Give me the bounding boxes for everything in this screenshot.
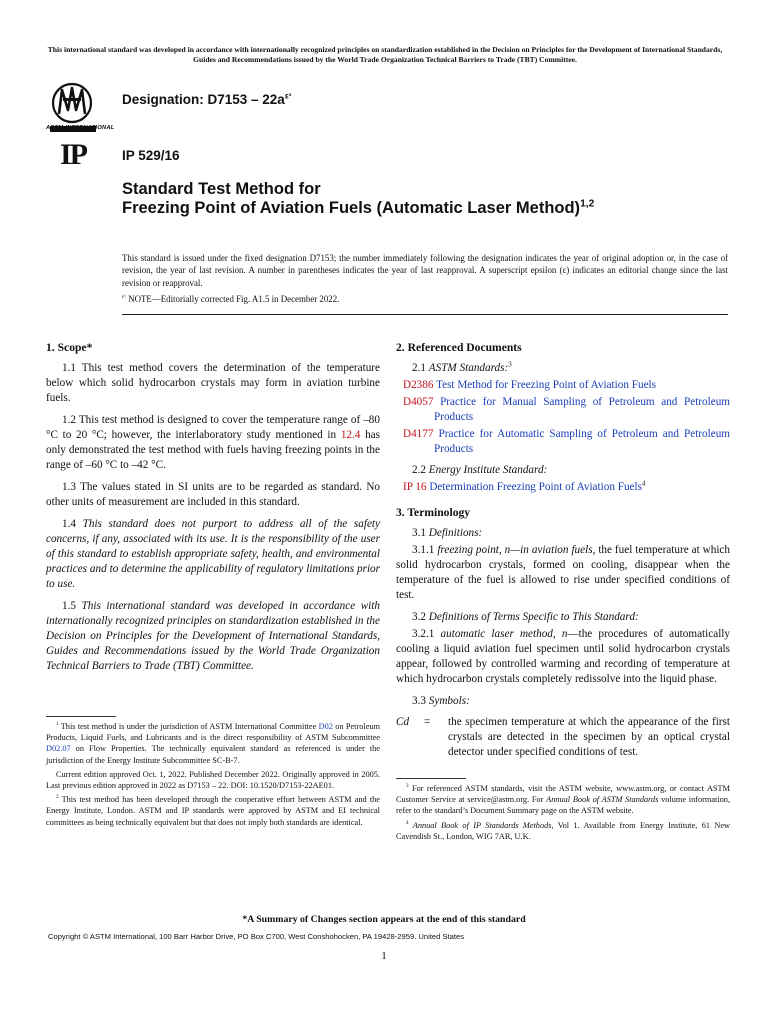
- designation-label: Designation: D7153 – 22a: [122, 92, 285, 107]
- scope-1-1: 1.1 This test method covers the determination of the temperature below which solid hydrocarbon crystals may form in aviation turbine fuels.: [46, 362, 380, 404]
- scope-1-4: [46, 517, 380, 592]
- footnote-1-c: on Flow Properties. The technically equivalent standard as referenced is under the jurisdiction of the Energy Institute Subcommittee SC-B-7.: [46, 744, 380, 765]
- term-3-1: [396, 526, 730, 541]
- footnote-2-text: This test method has been developed through the cooperative effort between ASTM and the Energy Institute, London. ASTM and IP standards were approved by ASTM and EI technical committees as being technically equivalent but that does not imply both standards are identical.: [46, 795, 380, 827]
- issuance-statement: This standard is issued under the fixed designation D7153; the number immediately following the designation indicates the year of original adoption or, in the case of revision, the year of last revision. A number in parentheses indicates the year of last reapproval. A superscript epsilon (ε) indicates an editorial change since the last revision or reapproval.: [122, 253, 728, 288]
- ei-standard-label: [396, 463, 730, 478]
- title-line-2-wrapper: [122, 199, 602, 218]
- scope-1-2: [46, 413, 380, 473]
- footnotes-left: [46, 716, 380, 831]
- section-referenced-heading: 2. Referenced Documents: [396, 341, 522, 354]
- ref-item[interactable]: [396, 378, 730, 393]
- ref-code[interactable]: D4177: [403, 428, 434, 440]
- footnote-2-mark: 2: [56, 794, 59, 801]
- title-line-2: Freezing Point of Aviation Fuels (Automatic Laser Method): [122, 199, 581, 217]
- left-column: [46, 340, 380, 681]
- title-line-1: Standard Test Method for: [122, 180, 321, 198]
- summary-of-changes-note: *A Summary of Changes section appears at the end of this standard: [242, 914, 526, 925]
- symbol-definition: [396, 715, 730, 760]
- ref-code[interactable]: D2386: [403, 379, 434, 391]
- title-footnote-marks: 1,2: [580, 198, 595, 210]
- ei-standard-title: Energy Institute Standard:: [428, 464, 548, 476]
- footnote-4: [396, 820, 730, 842]
- footnote-1-a: This test method is under the jurisdiction of ASTM International Committee: [58, 722, 319, 731]
- term-3-2-title: Definitions of Terms Specific to This Standard:: [428, 611, 639, 623]
- astm-logo-text: ASTM INTERNATIONAL: [46, 125, 115, 131]
- term-3-1-title: Definitions:: [428, 527, 483, 539]
- footnote-3: [396, 783, 730, 817]
- symbol: Cd: [396, 716, 410, 728]
- term-3-2-1-num: 3.2.1: [412, 628, 441, 640]
- astm-standards-fn: 3: [508, 360, 512, 369]
- section-terminology-heading: 3. Terminology: [396, 506, 471, 519]
- term-3-1-1: [396, 543, 730, 603]
- ref-title[interactable]: Test Method for Freezing Point of Aviation Fuels: [433, 379, 656, 391]
- term-3-2-1-text: —the procedures of automatically cooling a liquid aviation fuel specimen until solid hydrocarbon crystals appear, followed by controlled warming and recording of temperature at which hydrocarbon crystals completely redissolve into the liquid phase.: [396, 628, 731, 685]
- epsilon-note: [122, 294, 339, 304]
- header-divider: [122, 314, 728, 315]
- footnote-1: [46, 721, 380, 766]
- footnote-3-mark: 3: [406, 783, 409, 790]
- footnote-4-book: Annual Book of IP Standards Methods,: [408, 820, 554, 830]
- page-number: 1: [381, 950, 387, 962]
- astm-standards-num: 2.1: [412, 362, 429, 374]
- ip-logo: [60, 140, 106, 170]
- astm-standards-title: ASTM Standards:: [428, 362, 509, 374]
- footnote-rule: [396, 778, 466, 779]
- footnote-4-mark: 4: [406, 819, 409, 826]
- ref-item[interactable]: [396, 395, 730, 425]
- ip-number: IP 529/16: [122, 148, 180, 163]
- term-3-3-num: 3.3: [412, 695, 429, 707]
- term-3-2-1: [396, 627, 730, 687]
- term-3-3: [396, 694, 730, 709]
- scope-1-3: 1.3 The values stated in SI units are to be regarded as standard. No other units of measurement are included in this standard.: [46, 481, 380, 508]
- footnote-1-b: on Petroleum Products, Liquid Fuels, and Lubricants and is the direct responsibility of ASTM Subcommittee: [46, 722, 380, 743]
- term-3-1-1-term: freezing point, n—in aviation fuels,: [437, 544, 596, 556]
- epsilon-note-mark: ε¹: [122, 294, 126, 301]
- astm-standards-label: [396, 361, 730, 376]
- designation: [122, 92, 292, 107]
- right-column: [396, 340, 730, 760]
- footnotes-right: [396, 778, 730, 845]
- ip-logo-text: IP: [60, 138, 86, 171]
- ref-item-ip16[interactable]: [396, 480, 730, 495]
- ref-code[interactable]: IP 16: [403, 481, 427, 493]
- footnote-1-mark: 1: [56, 721, 59, 728]
- footnote-edition: Current edition approved Oct. 1, 2022. Published December 2022. Originally approved in 2005. Last previous edition approved in 2022 as D7153 – 22. DOI: 10.1520/D7153-22AE01.: [46, 769, 380, 791]
- ref-title[interactable]: Determination Freezing Point of Aviation Fuels: [426, 481, 642, 493]
- scope-1-5: [46, 599, 380, 674]
- link-d02-07[interactable]: D02.07: [46, 744, 71, 754]
- copyright: Copyright © ASTM International, 100 Barr Harbor Drive, PO Box C700, West Conshohocken, PA 19428-2959. United States: [48, 932, 465, 941]
- designation-epsilon: ε¹: [284, 90, 292, 101]
- link-12-4[interactable]: 12.4: [340, 429, 361, 441]
- standards-notice: This international standard was developed in accordance with internationally recognized principles on standardization established in the Decision on Principles for the Development of International Standards, Guides and Recommendations issued by the World Trade Organization Technical Barriers to Trade (TBT) Committee.: [47, 45, 723, 64]
- term-3-2-num: 3.2: [412, 611, 429, 623]
- page-title: [122, 180, 602, 218]
- term-3-1-1-text: the fuel temperature at which solid hydrocarbon crystals, formed on cooling, disappear when the temperature of the fuel is allowed to rise under specified conditions of test.: [396, 544, 730, 601]
- ref-item[interactable]: [396, 427, 730, 457]
- scope-1-5-text: This international standard was developed in accordance with internationally recognized principles on standardization established in the Decision on Principles for the Development of International Standards, Guides and Recommendations issued by the World Trade Organization Technical Barriers to Trade (TBT) Committee.: [46, 600, 380, 672]
- footnote-3-b: volume information, refer to the standard’s Document Summary page on the ASTM website.: [396, 795, 731, 816]
- term-3-1-num: 3.1: [412, 527, 429, 539]
- symbol-equals: =: [424, 716, 431, 728]
- scope-1-4-num: 1.4: [62, 518, 83, 530]
- footnote-4-b: Vol 1. Available from Energy Institute, 61 New Cavendish St., London, WIG 7AR, U.K.: [396, 820, 730, 841]
- footnote-3-book: Annual Book of ASTM Standards: [546, 795, 659, 805]
- footnote-2: [46, 794, 380, 828]
- term-3-2: [396, 610, 730, 625]
- ref-title[interactable]: Practice for Manual Sampling of Petroleum and Petroleum Products: [433, 396, 730, 423]
- ref-title[interactable]: Practice for Automatic Sampling of Petroleum and Petroleum Products: [433, 428, 730, 455]
- term-3-3-title: Symbols:: [428, 695, 470, 707]
- epsilon-note-text: NOTE—Editorially corrected Fig. A1.5 in December 2022.: [125, 294, 340, 304]
- footnote-rule: [46, 716, 116, 717]
- ei-standard-num: 2.2: [412, 464, 429, 476]
- term-3-2-1-term: automatic laser method, n: [440, 628, 568, 640]
- ref-code[interactable]: D4057: [403, 396, 434, 408]
- link-d02[interactable]: D02: [318, 722, 333, 731]
- scope-1-2-b: has only demonstrated the test method with fuels having freezing points in the range of –60 °C to –42 °C.: [46, 429, 380, 471]
- symbol-meaning: the specimen temperature at which the appearance of the first crystals are detected in the specimen by an optical crystal detector under specified conditions of test.: [448, 716, 730, 758]
- scope-1-5-num: 1.5: [62, 600, 82, 612]
- ref-fn: 4: [641, 479, 646, 488]
- footnote-3-a: For referenced ASTM standards, visit the ASTM website, www.astm.org, or contact ASTM Customer Service at service@astm.org. For: [396, 784, 730, 805]
- scope-1-4-text: This standard does not purport to address all of the safety concerns, if any, associated with its use. It is the responsibility of the user of this standard to establish appropriate safety, health, and environmental practices and to determine the applicability of regulatory limitations prior to use.: [46, 518, 380, 590]
- scope-1-2-a: 1.2 This test method is designed to cover the temperature range of –80 °C to 20 °C; however, the interlaboratory study mentioned in: [46, 414, 380, 441]
- section-scope-heading: 1. Scope*: [46, 341, 93, 354]
- term-3-1-1-num: 3.1.1: [412, 544, 438, 556]
